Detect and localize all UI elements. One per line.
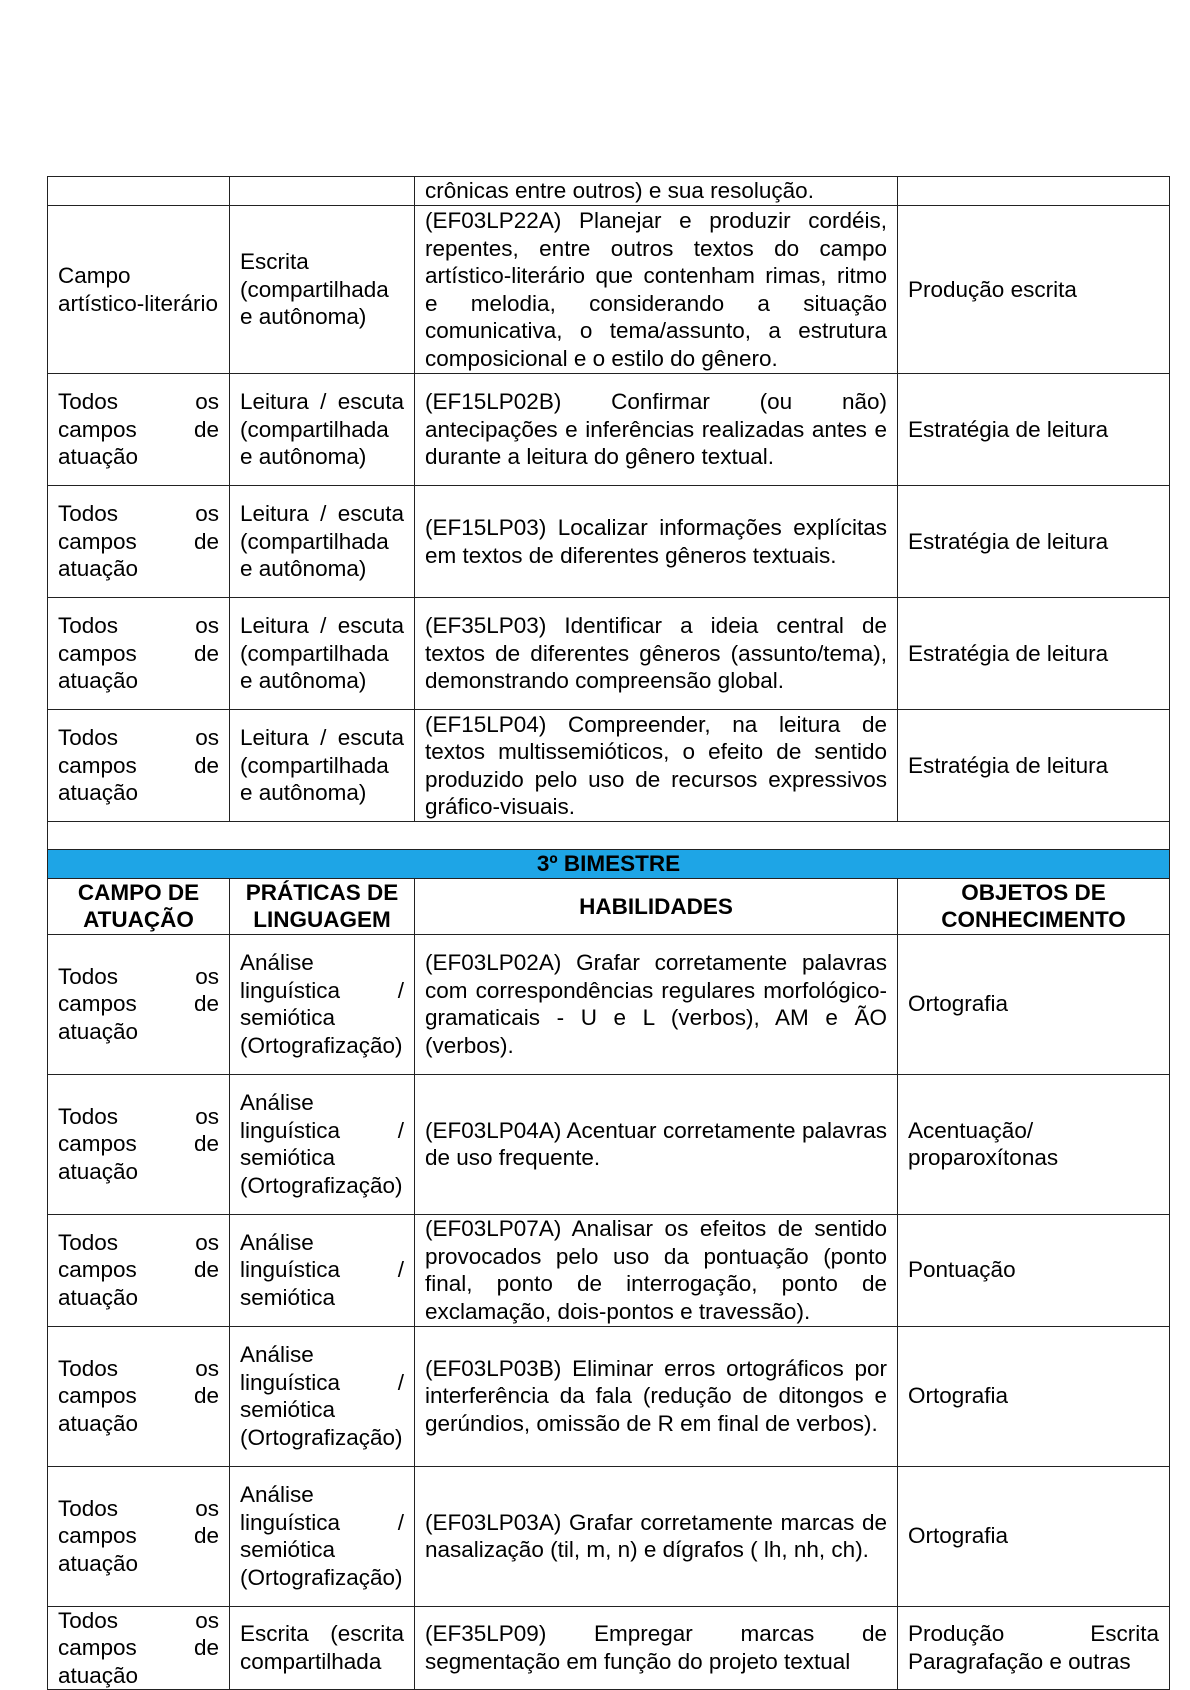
header-row [48,878,1170,934]
habilidade-cell: (EF03LP04A) Acentuar corretamente palavras de uso frequente. [415,1074,898,1214]
bimestre-title: 3º BIMESTRE [48,850,1170,879]
praticas-cell: Leitura / escuta (compartilhada e autônoma) [230,710,415,822]
objeto-cell: Estratégia de leitura [898,710,1170,822]
campo-cell: Todos os campos de atuação [48,1606,230,1690]
header-campo: CAMPO DE ATUAÇÃO [48,878,230,934]
campo-cell: Todos os campos de atuação [48,1326,230,1466]
objeto-cell: Produção escrita [898,206,1170,374]
campo-cell: Todos os campos de atuação [48,486,230,598]
table-row [48,374,1170,486]
habilidade-cell: (EF03LP03B) Eliminar erros ortográficos por interferência da fala (redução de ditongos e gerúndios, omissão de R em final de verbos). [415,1326,898,1466]
objeto-cell: Ortografia [898,1466,1170,1606]
table-row [48,206,1170,374]
campo-cell: Todos os campos de atuação [48,710,230,822]
praticas-cell: Leitura / escuta (compartilhada e autônoma) [230,486,415,598]
objeto-cell: Ortografia [898,1326,1170,1466]
objeto-cell: Ortografia [898,934,1170,1074]
spacer-row [48,822,1170,850]
table-row [48,1214,1170,1326]
campo-cell [48,177,230,206]
habilidade-cell: crônicas entre outros) e sua resolução. [415,177,898,206]
bimestre-band [48,850,1170,879]
campo-cell: Todos os campos de atuação [48,374,230,486]
praticas-cell: Análise linguística / semiótica [230,1214,415,1326]
praticas-cell: Leitura / escuta (compartilhada e autônoma) [230,374,415,486]
table-row [48,1326,1170,1466]
praticas-cell: Análise linguística / semiótica (Ortografização) [230,1326,415,1466]
habilidade-cell: (EF03LP03A) Grafar corretamente marcas de nasalização (til, m, n) e dígrafos ( lh, nh, ch). [415,1466,898,1606]
habilidade-cell: (EF03LP22A) Planejar e produzir cordéis, repentes, entre outros textos do campo artístico-literário que contenham rimas, ritmo e melodia, considerando a situação comunicativa, o tema/assunto, a estrutura composicional e o estilo do gênero. [415,206,898,374]
praticas-cell: Análise linguística / semiótica (Ortografização) [230,1074,415,1214]
table-row [48,934,1170,1074]
objeto-cell: Pontuação [898,1214,1170,1326]
campo-cell: Todos os campos de atuação [48,1466,230,1606]
habilidade-cell: (EF03LP07A) Analisar os efeitos de sentido provocados pelo uso da pontuação (ponto final, ponto de interrogação, ponto de exclamação, dois-pontos e travessão). [415,1214,898,1326]
praticas-cell: Análise linguística / semiótica (Ortografização) [230,934,415,1074]
objeto-cell: Estratégia de leitura [898,598,1170,710]
praticas-cell: Escrita (escrita compartilhada [230,1606,415,1690]
table-row [48,1074,1170,1214]
table-row [48,1466,1170,1606]
campo-cell: Campo artístico-literário [48,206,230,374]
campo-cell: Todos os campos de atuação [48,1214,230,1326]
table-row [48,710,1170,822]
habilidade-cell: (EF35LP09) Empregar marcas de segmentação em função do projeto textual [415,1606,898,1690]
table-row [48,598,1170,710]
campo-cell: Todos os campos de atuação [48,934,230,1074]
praticas-cell: Análise linguística / semiótica (Ortografização) [230,1466,415,1606]
objeto-cell: Produção Escrita Paragrafação e outras [898,1606,1170,1690]
table-row [48,486,1170,598]
habilidade-cell: (EF15LP03) Localizar informações explícitas em textos de diferentes gêneros textuais. [415,486,898,598]
praticas-cell [230,177,415,206]
header-praticas: PRÁTICAS DE LINGUAGEM [230,878,415,934]
praticas-cell: Escrita (compartilhada e autônoma) [230,206,415,374]
spacer-cell [48,822,1170,850]
campo-cell: Todos os campos de atuação [48,1074,230,1214]
habilidade-cell: (EF35LP03) Identificar a ideia central de textos de diferentes gêneros (assunto/tema), demonstrando compreensão global. [415,598,898,710]
header-habilidades: HABILIDADES [415,878,898,934]
habilidade-cell: (EF03LP02A) Grafar corretamente palavras com correspondências regulares morfológico-gramaticais - U e L (verbos), AM e ÃO (verbos). [415,934,898,1074]
praticas-cell: Leitura / escuta (compartilhada e autônoma) [230,598,415,710]
habilidade-cell: (EF15LP04) Compreender, na leitura de textos multissemióticos, o efeito de sentido produzido pelo uso de recursos expressivos gráfico-visuais. [415,710,898,822]
header-objetos: OBJETOS DE CONHECIMENTO [898,878,1170,934]
table-row [48,1606,1170,1690]
objeto-cell: Estratégia de leitura [898,374,1170,486]
habilidade-cell: (EF15LP02B) Confirmar (ou não) antecipações e inferências realizadas antes e durante a leitura do gênero textual. [415,374,898,486]
objeto-cell [898,177,1170,206]
objeto-cell: Acentuação/ proparoxítonas [898,1074,1170,1214]
table-row [48,177,1170,206]
campo-cell: Todos os campos de atuação [48,598,230,710]
objeto-cell: Estratégia de leitura [898,486,1170,598]
curriculum-table [47,176,1170,1690]
